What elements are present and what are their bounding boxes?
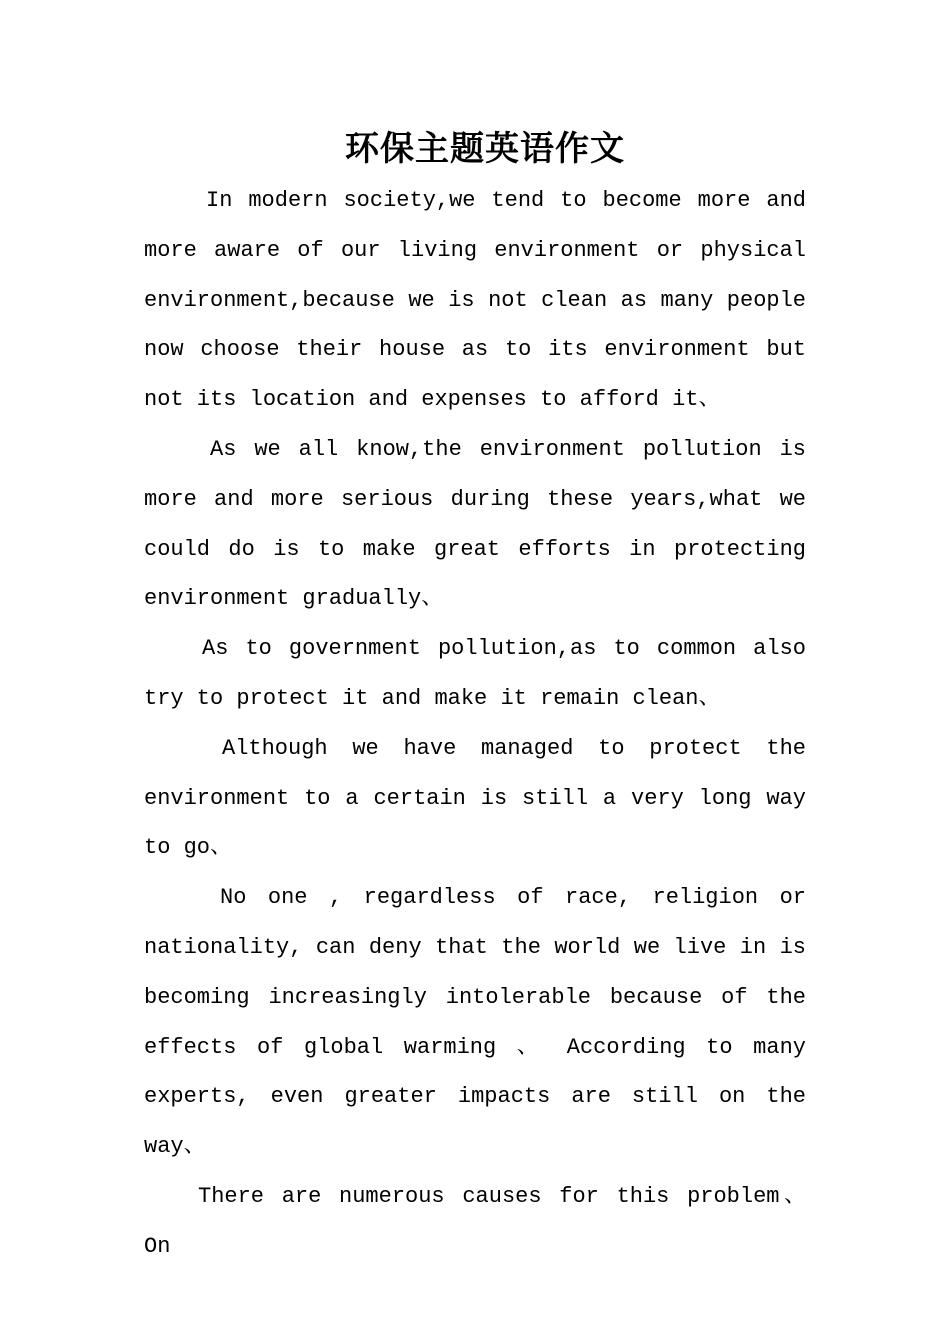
- essay-body: [144, 176, 806, 1272]
- paragraph-6: There are numerous causes for this problem、 On: [144, 1183, 806, 1259]
- paragraph-1: In modern society,we tend to become more and more aware of our living environment or physical environment,because we is not clean as many people now choose their house as to its environment but not its location and expenses to afford it、: [144, 188, 806, 413]
- paragraph-4: Although we have managed to protect the environment to a certain is still a very long way to go、: [144, 735, 806, 861]
- page-title: 环保主题英语作文: [345, 129, 625, 169]
- paragraph-2: As we all know,the environment pollution is more and more serious during these years,what we could do is to make great efforts in protecting environment gradually、: [144, 436, 806, 612]
- paragraph-3: As to government pollution,as to common also try to protect it and make it remain clean、: [144, 636, 806, 711]
- paragraph-5: No one , regardless of race, religion or nationality, can deny that the world we live in is becoming increasingly intolerable because of the effects of global warming 、 According to many experts, even greater impacts are still on the way、: [144, 885, 806, 1160]
